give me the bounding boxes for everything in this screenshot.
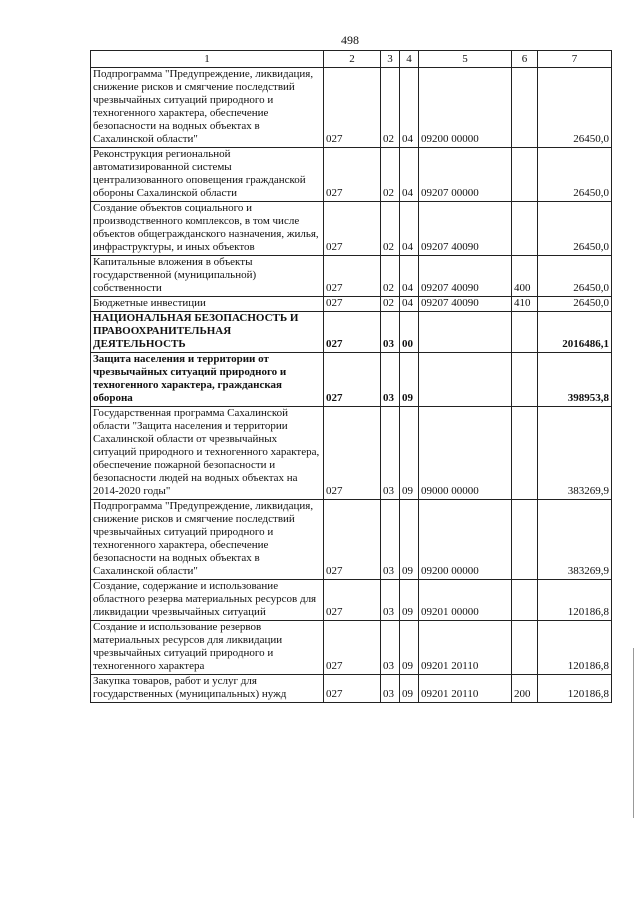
row-code-cell: 04 <box>400 68 419 148</box>
row-name-cell: Закупка товаров, работ и услуг для государственных (муниципальных) нужд <box>91 675 324 703</box>
row-code-cell: 02 <box>381 202 400 256</box>
row-code-cell: 04 <box>400 256 419 297</box>
row-name-cell: Государственная программа Сахалинской области "Защита населения и территории Сахалинской области от чрезвычайных ситуаций природного и техногенного характера, обеспечение пожарной безопасности и безопасности людей на водных объектах на 2014-2020 годы" <box>91 407 324 500</box>
row-name-cell: Создание, содержание и использование областного резерва материальных ресурсов для ликвидации чрезвычайных ситуаций <box>91 580 324 621</box>
row-code-cell: 00 <box>400 312 419 353</box>
row-code-cell <box>512 621 538 675</box>
row-code-cell: 027 <box>324 312 381 353</box>
table-row <box>91 500 612 580</box>
row-code-cell <box>512 407 538 500</box>
row-code-cell: 04 <box>400 148 419 202</box>
row-code-cell: 09200 00000 <box>419 68 512 148</box>
row-code-cell: 027 <box>324 202 381 256</box>
row-name-cell: Подпрограмма "Предупреждение, ликвидация, снижение рисков и смягчение последствий чрезвычайных ситуаций природного и техногенного характера, обеспечение безопасности на водных объектах в Сахалинской области" <box>91 68 324 148</box>
column-header: 1 <box>91 51 324 68</box>
row-code-cell: 09 <box>400 580 419 621</box>
row-code-cell: 09 <box>400 500 419 580</box>
row-code-cell <box>512 148 538 202</box>
row-code-cell: 09207 00000 <box>419 148 512 202</box>
row-name-cell: Реконструкция региональной автоматизированной системы централизованного оповещения гражданской обороны Сахалинской области <box>91 148 324 202</box>
row-code-cell: 02 <box>381 297 400 312</box>
row-name-cell: Создание и использование резервов материальных ресурсов для ликвидации чрезвычайных ситуаций природного и техногенного характера <box>91 621 324 675</box>
row-code-cell: 027 <box>324 675 381 703</box>
table-row <box>91 621 612 675</box>
row-code-cell: 410 <box>512 297 538 312</box>
row-amount-cell: 26450,0 <box>538 256 612 297</box>
row-code-cell: 09201 20110 <box>419 675 512 703</box>
row-code-cell: 027 <box>324 353 381 407</box>
row-code-cell <box>512 202 538 256</box>
row-code-cell <box>419 312 512 353</box>
row-code-cell: 09 <box>400 675 419 703</box>
row-code-cell <box>419 353 512 407</box>
row-amount-cell: 26450,0 <box>538 297 612 312</box>
row-code-cell: 02 <box>381 68 400 148</box>
row-code-cell: 09201 20110 <box>419 621 512 675</box>
row-amount-cell: 26450,0 <box>538 148 612 202</box>
table-row <box>91 202 612 256</box>
row-code-cell: 03 <box>381 353 400 407</box>
row-code-cell <box>512 580 538 621</box>
row-code-cell: 027 <box>324 407 381 500</box>
row-code-cell: 09 <box>400 353 419 407</box>
row-code-cell: 03 <box>381 407 400 500</box>
row-amount-cell: 120186,8 <box>538 580 612 621</box>
row-code-cell <box>512 312 538 353</box>
row-name-cell: Подпрограмма "Предупреждение, ликвидация, снижение рисков и смягчение последствий чрезвычайных ситуаций природного и техногенного характера, обеспечение безопасности на водных объектах в Сахалинской области" <box>91 500 324 580</box>
row-name-cell: Бюджетные инвестиции <box>91 297 324 312</box>
row-code-cell: 400 <box>512 256 538 297</box>
row-amount-cell: 120186,8 <box>538 621 612 675</box>
row-amount-cell: 2016486,1 <box>538 312 612 353</box>
row-name-cell: Капитальные вложения в объекты государственной (муниципальной) собственности <box>91 256 324 297</box>
row-code-cell: 09207 40090 <box>419 202 512 256</box>
row-amount-cell: 383269,9 <box>538 407 612 500</box>
row-code-cell: 027 <box>324 68 381 148</box>
row-code-cell: 09200 00000 <box>419 500 512 580</box>
table-header-row <box>91 51 612 68</box>
table-row <box>91 580 612 621</box>
row-code-cell: 02 <box>381 256 400 297</box>
row-code-cell: 02 <box>381 148 400 202</box>
row-name-cell: Защита населения и территории от чрезвычайных ситуаций природного и техногенного характера, гражданская оборона <box>91 353 324 407</box>
table-row <box>91 256 612 297</box>
row-code-cell: 027 <box>324 500 381 580</box>
row-code-cell: 04 <box>400 202 419 256</box>
row-code-cell: 09 <box>400 407 419 500</box>
row-name-cell: Создание объектов социального и производственного комплексов, в том числе объектов общегражданского назначения, жилья, инфраструктуры, и иных объектов <box>91 202 324 256</box>
table-row <box>91 297 612 312</box>
row-code-cell: 09 <box>400 621 419 675</box>
column-header: 6 <box>512 51 538 68</box>
row-code-cell <box>512 500 538 580</box>
row-code-cell: 200 <box>512 675 538 703</box>
row-code-cell: 09207 40090 <box>419 256 512 297</box>
table-row <box>91 407 612 500</box>
row-amount-cell: 26450,0 <box>538 68 612 148</box>
row-code-cell: 027 <box>324 580 381 621</box>
row-code-cell: 027 <box>324 256 381 297</box>
column-header: 2 <box>324 51 381 68</box>
row-code-cell: 09000 00000 <box>419 407 512 500</box>
table-row <box>91 312 612 353</box>
table-row <box>91 68 612 148</box>
column-header: 4 <box>400 51 419 68</box>
column-header: 3 <box>381 51 400 68</box>
row-code-cell: 03 <box>381 580 400 621</box>
row-code-cell: 03 <box>381 675 400 703</box>
table-row <box>91 353 612 407</box>
column-header: 7 <box>538 51 612 68</box>
table-row <box>91 148 612 202</box>
scan-margin-line <box>633 648 634 818</box>
row-code-cell: 027 <box>324 621 381 675</box>
budget-table <box>90 50 612 703</box>
row-code-cell: 09207 40090 <box>419 297 512 312</box>
row-amount-cell: 398953,8 <box>538 353 612 407</box>
row-code-cell: 027 <box>324 297 381 312</box>
row-code-cell <box>512 68 538 148</box>
row-code-cell: 03 <box>381 312 400 353</box>
row-code-cell: 04 <box>400 297 419 312</box>
row-code-cell: 09201 00000 <box>419 580 512 621</box>
row-code-cell: 027 <box>324 148 381 202</box>
row-amount-cell: 120186,8 <box>538 675 612 703</box>
column-header: 5 <box>419 51 512 68</box>
row-name-cell: НАЦИОНАЛЬНАЯ БЕЗОПАСНОСТЬ И ПРАВООХРАНИТЕЛЬНАЯ ДЕЯТЕЛЬНОСТЬ <box>91 312 324 353</box>
row-code-cell <box>512 353 538 407</box>
row-code-cell: 03 <box>381 500 400 580</box>
page-number: 498 <box>341 33 359 47</box>
row-amount-cell: 383269,9 <box>538 500 612 580</box>
row-amount-cell: 26450,0 <box>538 202 612 256</box>
table-row <box>91 675 612 703</box>
row-code-cell: 03 <box>381 621 400 675</box>
